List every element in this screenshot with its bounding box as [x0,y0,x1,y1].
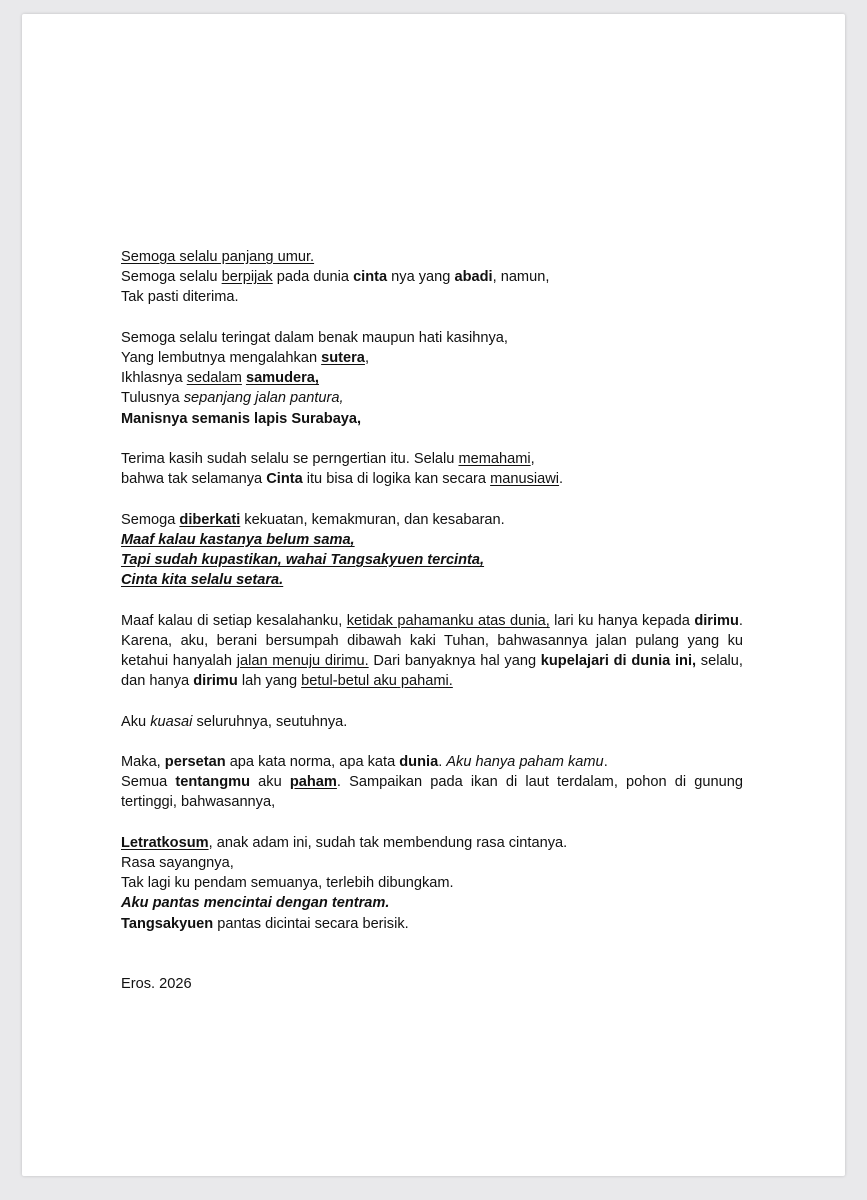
poem-line [121,873,743,893]
text-run: persetan [164,753,226,770]
text-run: . [438,753,447,770]
signature: Eros. 2026 [121,976,192,993]
poem-line [121,510,743,530]
poem-line [121,712,743,732]
text-run: dunia [399,753,439,770]
text-run: . [559,471,564,488]
poem-line [121,550,743,570]
text-run: Aku [121,713,151,730]
text-run: lah yang [237,673,302,690]
text-run: berpijak [221,269,273,286]
text-run: ketidak pahamanku atas dunia, [346,612,550,629]
poem-line [121,388,743,408]
text-run: cinta [353,269,388,286]
text-run: . [603,753,608,770]
poem-line [121,328,743,348]
text-run: Manisnya semanis lapis Surabaya, [121,410,362,427]
text-run: Tak pasti diterima. [121,289,239,306]
text-run: seluruhnya, seutuhnya. [192,713,348,730]
text-run: Semoga [121,511,180,528]
text-run: Semoga selalu [121,269,222,286]
text-run: selalu, dan hanya [121,653,743,690]
text-run: sedalam [186,370,242,387]
text-run: lari ku hanya kepada [549,612,695,629]
text-run: Tulusnya [121,390,184,407]
text-run: Dari banyaknya hal yang [368,653,541,669]
text-run: Aku pantas mencintai dengan tentram. [121,895,390,912]
poem-line [121,247,743,267]
text-run: . Karena, aku, berani bersumpah dibawah kaki Tuhan, bahwasannya jalan pulang yang ku ketahui hanyalah [121,612,743,669]
document-page [22,14,845,1176]
poem-line [121,287,743,307]
poem-line [121,914,743,934]
poem-line [121,409,743,429]
poem-paragraph [121,611,743,692]
text-run: memahami [458,451,531,467]
text-run: samudera, [245,370,319,387]
text-run: bahwa tak selamanya [121,471,267,488]
text-run: Aku hanya paham kamu [446,753,604,770]
text-run: , [530,451,535,467]
poem-paragraph [121,772,743,812]
text-run: aku [250,774,290,791]
poem-body [121,247,743,994]
text-run: manusiawi [490,471,560,488]
poem-line [121,449,743,469]
poem-line [121,853,743,873]
text-run: sutera [321,350,365,366]
poem-line [121,267,743,287]
text-run: Tapi sudah kupastikan, wahai Tangsakyuen tercinta, [121,552,485,568]
text-run: betul-betul aku pahami. [301,673,453,690]
poem-line [121,469,743,489]
text-run: . Sampaikan pada ikan di laut terdalam, pohon di gunung tertinggi, bahwasannya, [121,774,744,811]
text-run: Cinta kita selalu setara. [121,572,284,589]
text-run: dirimu [694,612,739,629]
text-run: Yang lembutnya mengalahkan [121,350,322,366]
text-run: Tak lagi ku pendam semuanya, terlebih dibungkam. [121,875,454,892]
text-run: kupelajari di dunia ini, [540,653,697,669]
poem-line [121,570,743,590]
text-run: Ikhlasnya [121,370,187,387]
text-run: Letratkosum [121,834,209,851]
text-run: , [364,350,369,366]
text-run: dirimu [193,673,238,690]
text-run: nya yang [387,269,455,286]
text-run: Rasa sayangnya, [121,854,234,871]
text-run: itu bisa di logika kan secara [302,471,491,488]
text-run: tentangmu [175,774,250,791]
text-run: Semoga selalu teringat dalam benak maupun hati kasihnya, [121,329,508,346]
text-run: Maaf kalau kastanya belum sama, [121,531,355,548]
poem-line [121,752,743,772]
poem-line [121,368,743,388]
text-run: apa kata norma, apa kata [225,753,400,770]
text-run: Terima kasih sudah selalu se perngertian itu. Selalu [121,451,459,467]
poem-line [121,348,743,368]
text-run: diberkati [179,511,241,528]
text-run: jalan menuju dirimu. [236,653,369,669]
text-run: Cinta [266,471,303,488]
text-run: Maka, [121,753,165,770]
text-run: , namun, [492,269,550,286]
text-run: pada dunia [272,269,354,286]
text-run: abadi [454,269,493,286]
text-run: kuasai [150,713,193,730]
poem-line [121,833,743,853]
text-run: , anak adam ini, sudah tak membendung rasa cintanya. [208,834,568,851]
text-run: Maaf kalau di setiap kesalahanku, [121,612,347,629]
text-run: Tangsakyuen [121,915,214,932]
text-run: sepanjang jalan pantura, [183,390,344,407]
text-run: pantas dicintai secara berisik. [213,915,409,932]
text-run: Semoga selalu panjang umur. [121,249,315,265]
poem-line [121,530,743,550]
text-run: Semua [121,774,176,791]
poem-line [121,893,743,913]
text-run: paham [289,774,337,791]
text-run: kekuatan, kemakmuran, dan kesabaran. [240,511,505,528]
